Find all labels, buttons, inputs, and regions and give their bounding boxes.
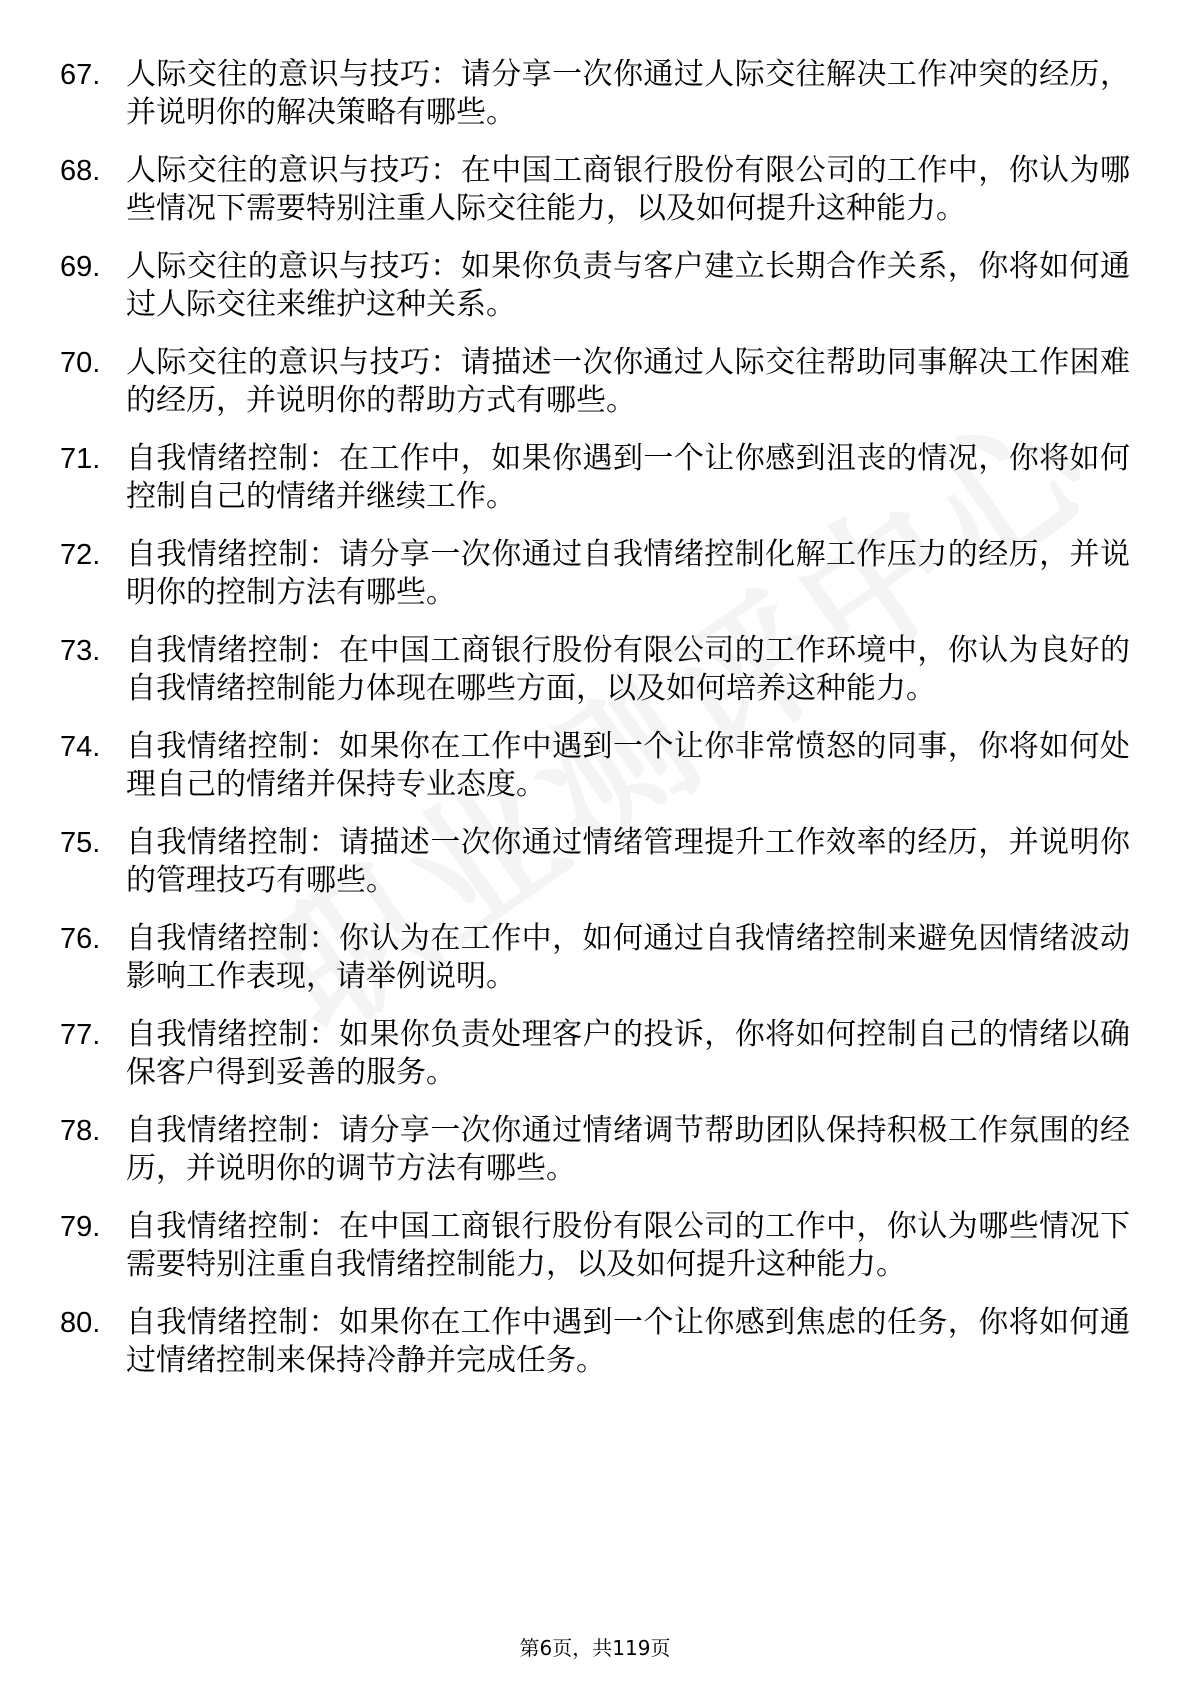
question-text: 自我情绪控制：请分享一次你通过自我情绪控制化解工作压力的经历，并说明你的控制方法有哪些。 xyxy=(126,537,1130,610)
question-number: 68. xyxy=(60,155,101,187)
page-footer: 第6页，共119页 xyxy=(519,1636,671,1660)
question-item-75 xyxy=(60,824,1130,900)
question-item-67 xyxy=(60,56,1130,132)
question-item-79 xyxy=(60,1208,1130,1284)
question-number: 70. xyxy=(60,347,101,379)
question-item-70 xyxy=(60,344,1130,420)
question-number: 76. xyxy=(60,923,101,955)
question-item-77 xyxy=(60,1016,1130,1092)
question-text: 人际交往的意识与技巧：请分享一次你通过人际交往解决工作冲突的经历，并说明你的解决策略有哪些。 xyxy=(126,57,1130,130)
question-number: 73. xyxy=(60,635,101,667)
question-text: 人际交往的意识与技巧：在中国工商银行股份有限公司的工作中，你认为哪些情况下需要特别注重人际交往能力，以及如何提升这种能力。 xyxy=(126,153,1130,226)
question-number: 74. xyxy=(60,731,101,763)
question-number: 72. xyxy=(60,539,101,571)
question-text: 人际交往的意识与技巧：如果你负责与客户建立长期合作关系，你将如何通过人际交往来维护这种关系。 xyxy=(126,249,1130,322)
question-item-72 xyxy=(60,536,1130,612)
question-item-78 xyxy=(60,1112,1130,1188)
question-number: 67. xyxy=(60,59,101,91)
question-text: 自我情绪控制：请描述一次你通过情绪管理提升工作效率的经历，并说明你的管理技巧有哪些。 xyxy=(126,825,1130,898)
question-number: 69. xyxy=(60,251,101,283)
question-text: 人际交往的意识与技巧：请描述一次你通过人际交往帮助同事解决工作困难的经历，并说明你的帮助方式有哪些。 xyxy=(126,345,1130,418)
question-item-80 xyxy=(60,1304,1130,1380)
question-text: 自我情绪控制：如果你在工作中遇到一个让你非常愤怒的同事，你将如何处理自己的情绪并保持专业态度。 xyxy=(126,729,1130,802)
question-number: 71. xyxy=(60,443,101,475)
question-number: 80. xyxy=(60,1307,101,1339)
question-item-73 xyxy=(60,632,1130,708)
question-text: 自我情绪控制：在工作中，如果你遇到一个让你感到沮丧的情况，你将如何控制自己的情绪并继续工作。 xyxy=(126,441,1130,514)
question-text: 自我情绪控制：请分享一次你通过情绪调节帮助团队保持积极工作氛围的经历，并说明你的调节方法有哪些。 xyxy=(126,1113,1130,1186)
question-number: 79. xyxy=(60,1211,101,1243)
question-text: 自我情绪控制：如果你在工作中遇到一个让你感到焦虑的任务，你将如何通过情绪控制来保持冷静并完成任务。 xyxy=(126,1305,1130,1378)
question-item-74 xyxy=(60,728,1130,804)
question-item-69 xyxy=(60,248,1130,324)
question-item-68 xyxy=(60,152,1130,228)
question-number: 77. xyxy=(60,1019,101,1051)
question-text: 自我情绪控制：在中国工商银行股份有限公司的工作环境中，你认为良好的自我情绪控制能力体现在哪些方面，以及如何培养这种能力。 xyxy=(126,633,1130,706)
question-item-71 xyxy=(60,440,1130,516)
question-item-76 xyxy=(60,920,1130,996)
question-text: 自我情绪控制：在中国工商银行股份有限公司的工作中，你认为哪些情况下需要特别注重自我情绪控制能力，以及如何提升这种能力。 xyxy=(126,1209,1130,1282)
question-list xyxy=(60,56,1130,1400)
question-number: 78. xyxy=(60,1115,101,1147)
question-text: 自我情绪控制：如果你负责处理客户的投诉，你将如何控制自己的情绪以确保客户得到妥善的服务。 xyxy=(126,1017,1130,1090)
question-number: 75. xyxy=(60,827,101,859)
question-text: 自我情绪控制：你认为在工作中，如何通过自我情绪控制来避免因情绪波动影响工作表现，请举例说明。 xyxy=(126,921,1130,994)
